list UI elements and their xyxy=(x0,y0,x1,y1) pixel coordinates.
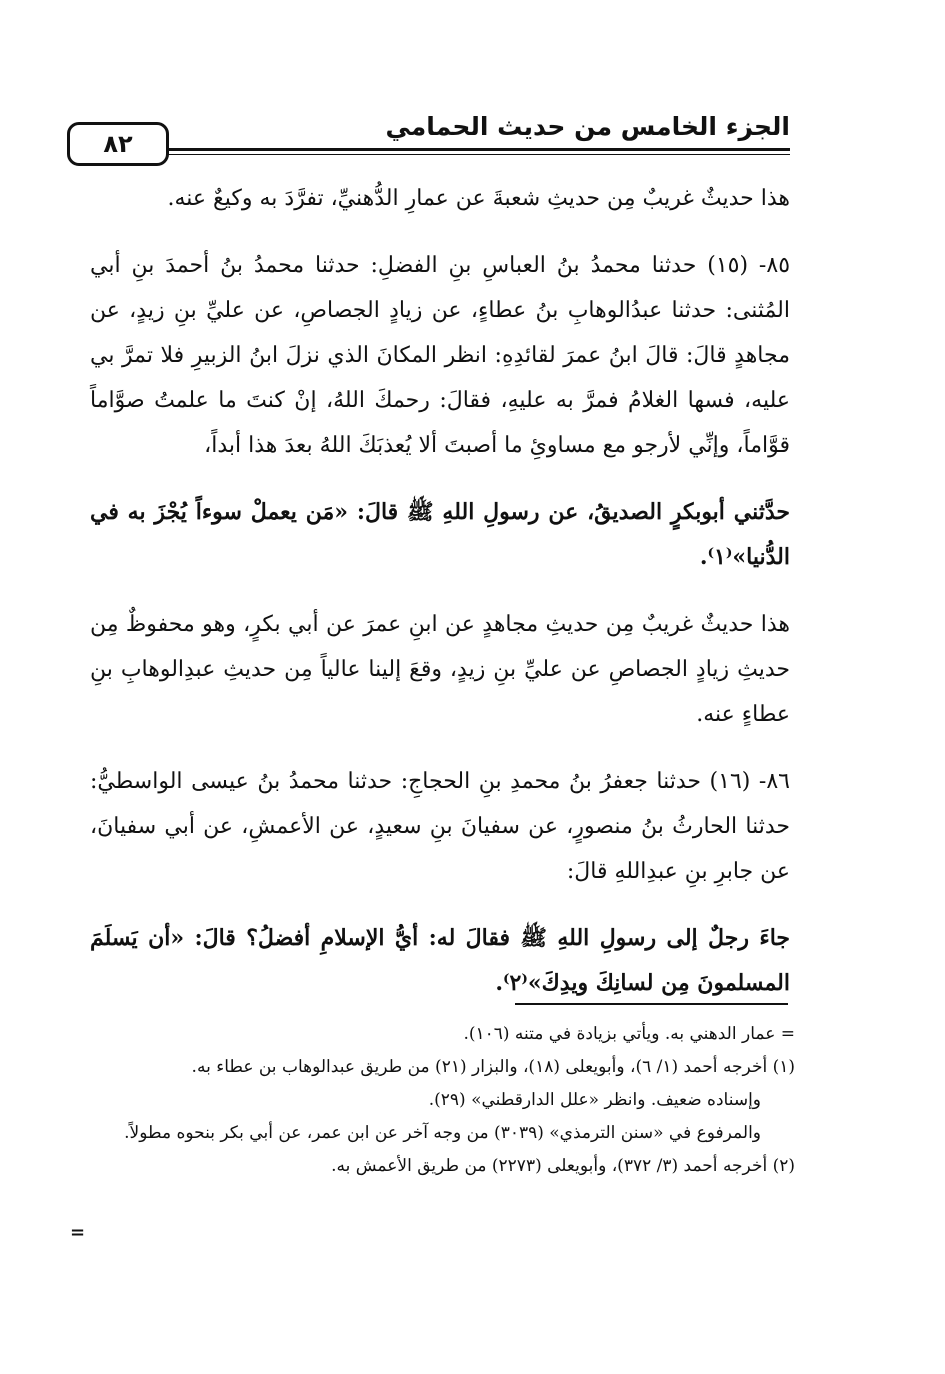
paragraph-2: ٨٥- (١٥) حدثنا محمدُ بنُ العباسِ بنِ الفضلِ: حدثنا محمدُ بنُ أحمدَ بنِ أبي المُثنى: حدثنا عبدُالوهابِ بنُ عطاءٍ، عن زيادٍ الجصاصِ، عن عليِّ بنِ زيدٍ، عن مجاهدٍ قالَ: قالَ ابنُ عمرَ لقائدِهِ: انظر المكانَ الذي نزلَ ابنُ الزبيرِ فلا تمرَّ بي عليه، فسها الغلامُ فمرَّ به عليهِ، فقالَ: رحمكَ اللهُ، إنْ كنتَ ما علمتُ صوَّاماً قوَّاماً، وإنِّي لأرجو مع مساوئِ ما أصبتَ ألا يُعذبَكَ اللهُ بعدَ هذا أبداً، xyxy=(90,253,791,458)
paragraph-4: هذا حديثٌ غريبٌ مِن حديثِ مجاهدٍ عن ابنِ عمرَ عن أبي بكرٍ، وهو محفوظٌ مِن حديثِ زيادٍ الجصاصِ عن عليِّ بنِ زيدٍ، وقعَ إلينا عالياً مِن حديثِ عبدِالوهابِ بنِ عطاءٍ عنه. xyxy=(90,612,790,727)
footnote-2: (٢) أخرجه أحمد (٣/ ٣٧٢)، وأبويعلى (٢٢٧٣) من طريق الأعمش به. xyxy=(331,1156,795,1176)
footnotes xyxy=(95,1018,795,1183)
page-header xyxy=(85,112,790,162)
paragraph-6-hadith: جاءَ رجلٌ إلى رسولِ اللهِ ﷺ فقالَ له: أيُّ الإسلامِ أفضلُ؟ قالَ: «أن يَسلَمَ المسلمونَ مِن لسانِكَ ويدِكَ»⁽٢⁾. xyxy=(90,925,790,996)
footnote-separator xyxy=(515,1003,788,1005)
header-rule-thin xyxy=(85,154,790,155)
paragraph-1: هذا حديثٌ غريبٌ مِن حديثِ شعبةَ عن عمارِ الدُّهنيِّ، تفرَّدَ به وكيعٌ عنه. xyxy=(167,186,790,211)
continuation-mark: = xyxy=(70,1222,86,1243)
paragraph-3-hadith: حدَّثني أبوبكرٍ الصديقُ، عن رسولِ اللهِ ﷺ قالَ: «مَن يعملْ سوءاً يُجْزَ به في الدُّنيا»⁽١⁾. xyxy=(90,499,790,570)
header-rule xyxy=(85,148,790,151)
footnote-1-line-3: والمرفوع في «سنن الترمذي» (٣٠٣٩) من وجه آخر عن ابن عمر، عن أبي بكر بنحوه مطولاً. xyxy=(124,1123,761,1143)
paragraph-5: ٨٦- (١٦) حدثنا جعفرُ بنُ محمدِ بنِ الحجاجِ: حدثنا محمدُ بنُ عيسى الواسطيُّ: حدثنا الحارثُ بنُ منصورٍ، عن سفيانَ بنِ سعيدٍ، عن الأعمشِ، عن أبي سفيانَ، عن جابرِ بنِ عبدِاللهِ قالَ: xyxy=(90,769,790,884)
footnote-continuation: = عمار الدهني به. ويأتي بزيادة في متنه (١٠٦). xyxy=(463,1024,795,1044)
main-text xyxy=(90,176,790,1028)
running-title: الجزء الخامس من حديث الحمامي xyxy=(385,112,790,141)
page-number: ٨٢ xyxy=(67,122,169,166)
footnote-1: (١) أخرجه أحمد (١/ ٦)، وأبويعلى (١٨)، والبزار (٢١) من طريق عبدالوهاب بن عطاء به. xyxy=(191,1057,795,1077)
footnote-1-line-2: وإسناده ضعيف. وانظر «علل الدارقطني» (٢٩). xyxy=(428,1090,761,1110)
